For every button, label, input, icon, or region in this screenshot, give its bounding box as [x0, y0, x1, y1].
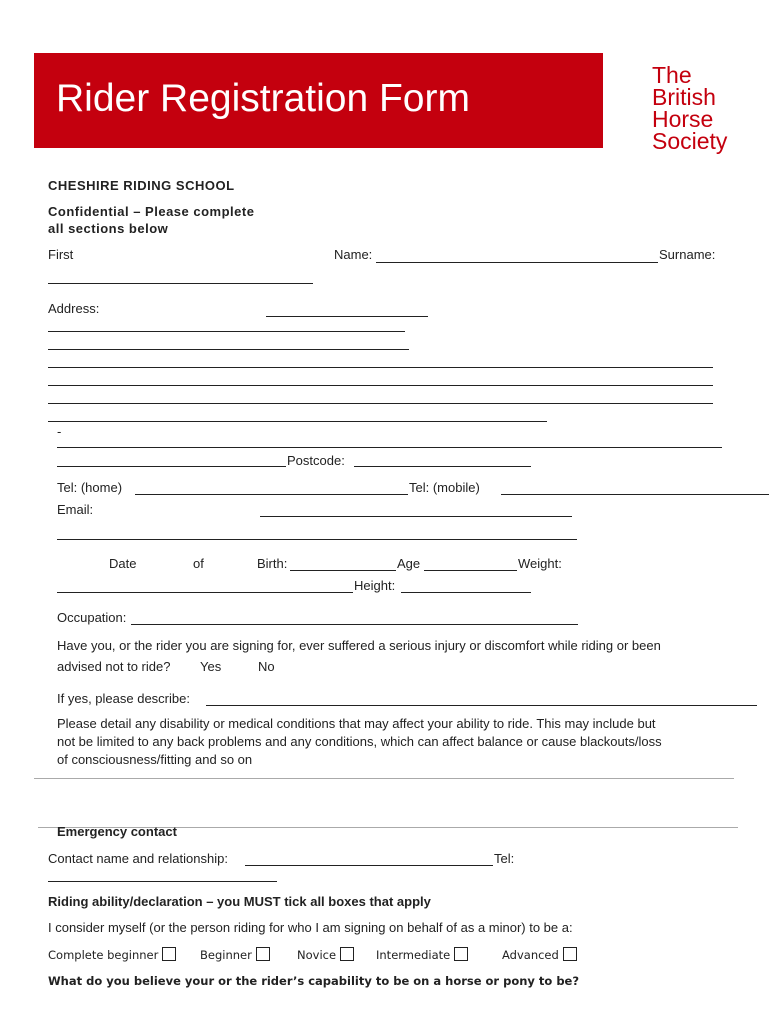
tel-home-field[interactable]: [135, 494, 408, 495]
date-label: Date: [109, 556, 137, 571]
weight-label: Weight:: [518, 556, 562, 571]
checkbox-beginner[interactable]: [256, 947, 270, 961]
email-label: Email:: [57, 502, 94, 517]
tel-home-label: Tel: (home): [57, 480, 123, 495]
postcode-label: Postcode:: [287, 453, 345, 468]
address-field-4[interactable]: [48, 367, 713, 368]
name-field[interactable]: [376, 262, 658, 263]
describe-label: If yes, please describe:: [57, 691, 190, 706]
occupation-label: Occupation:: [57, 610, 127, 625]
weight-field[interactable]: [57, 592, 353, 593]
address-field-3[interactable]: [48, 349, 409, 350]
option-complete-beginner[interactable]: Complete beginner: [48, 947, 176, 962]
dob-field[interactable]: [290, 570, 396, 571]
birth-label: Birth:: [257, 556, 288, 571]
checkbox-novice[interactable]: [340, 947, 354, 961]
address-field-5[interactable]: [48, 385, 713, 386]
emergency-tel-label: Tel:: [494, 851, 515, 866]
option-advanced[interactable]: Advanced: [502, 947, 577, 962]
tel-mobile-field[interactable]: [501, 494, 769, 495]
address-field-9[interactable]: [57, 466, 286, 467]
height-field[interactable]: [401, 592, 531, 593]
contact-field[interactable]: [245, 865, 493, 866]
option-intermediate[interactable]: Intermediate: [376, 947, 468, 962]
emergency-tel-field[interactable]: [48, 881, 277, 882]
medical-answer-line[interactable]: [34, 778, 734, 779]
contact-label: Contact name and relationship:: [48, 851, 228, 866]
first-label: First: [48, 247, 74, 262]
dash-mark: -: [57, 424, 62, 439]
confidential-line-2: all sections below: [48, 221, 169, 236]
address-field-7[interactable]: [48, 421, 547, 422]
occupation-field[interactable]: [131, 624, 578, 625]
checkbox-complete-beginner[interactable]: [162, 947, 176, 961]
of-label: of: [193, 556, 204, 571]
checkbox-advanced[interactable]: [563, 947, 577, 961]
school-name: CHESHIRE RIDING SCHOOL: [48, 178, 235, 193]
name-label: Name:: [334, 247, 373, 262]
medical-line-1: Please detail any disability or medical conditions that may affect your ability to ride. This may include but: [57, 716, 656, 731]
option-novice[interactable]: Novice: [297, 947, 354, 962]
address-field-6[interactable]: [48, 403, 713, 404]
age-label: Age: [397, 556, 421, 571]
ability-heading: Riding ability/declaration – you MUST tick all boxes that apply: [48, 894, 431, 909]
describe-field[interactable]: [206, 705, 757, 706]
address-field-1[interactable]: [266, 316, 428, 317]
postcode-field[interactable]: [354, 466, 531, 467]
age-field[interactable]: [424, 570, 517, 571]
confidential-line-1: Confidential – Please complete: [48, 204, 255, 219]
injury-question-2: advised not to ride?: [57, 659, 171, 674]
medical-line-2: not be limited to any back problems and any conditions, which can affect balance or cause blackouts/loss: [57, 734, 662, 749]
bhs-logo: The British Horse Society: [652, 62, 728, 154]
emergency-heading: Emergency contact: [57, 824, 177, 839]
title-banner: [34, 53, 603, 148]
address-field-2[interactable]: [48, 331, 405, 332]
capability-question: What do you believe your or the rider’s capability to be on a horse or pony to be?: [48, 974, 580, 988]
injury-no[interactable]: No: [258, 659, 275, 674]
surname-label: Surname:: [659, 247, 716, 262]
checkbox-intermediate[interactable]: [454, 947, 468, 961]
ability-statement: I consider myself (or the person riding for who I am signing on behalf of as a minor) to be a:: [48, 920, 573, 935]
tel-mobile-label: Tel: (mobile): [409, 480, 480, 495]
address-field-8[interactable]: [57, 447, 722, 448]
form-title: Rider Registration Form: [56, 77, 470, 120]
address-label: Address:: [48, 301, 100, 316]
height-label: Height:: [354, 578, 396, 593]
option-beginner[interactable]: Beginner: [200, 947, 270, 962]
email-field[interactable]: [260, 516, 572, 517]
injury-question: Have you, or the rider you are signing for, ever suffered a serious injury or discomfort while riding or been: [57, 638, 661, 653]
injury-yes[interactable]: Yes: [200, 659, 222, 674]
surname-field[interactable]: [48, 283, 313, 284]
medical-line-3: of consciousness/fitting and so on: [57, 752, 253, 767]
email-field-2[interactable]: [57, 539, 577, 540]
